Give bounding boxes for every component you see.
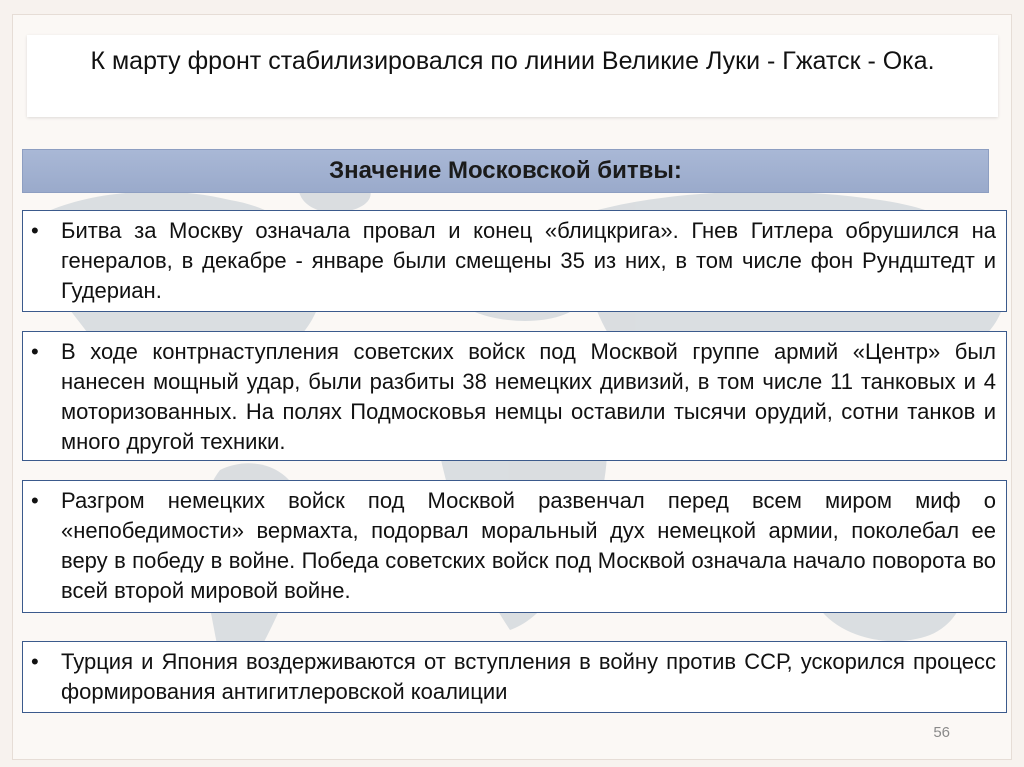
section-heading-text: Значение Московской битвы:	[329, 157, 682, 184]
bullet-point-text: В ходе контрнаступления советских войск под Москвой группе армий «Центр» был нанесен мощный удар, были разбиты 38 немецких дивизий, в том числе 11 танковых и 4 моторизованных. На полях Подмосковья немцы оставили тысячи орудий, сотни танков и много другой техники.	[61, 339, 996, 454]
bullet-icon: •	[31, 218, 39, 243]
bullet-point-text: Битва за Москву означала провал и конец «блицкрига». Гнев Гитлера обрушился на генералов, в декабре - январе были смещены 35 из них, в том числе фон Рундштедт и Гудериан.	[61, 218, 996, 303]
bullet-point-box	[22, 210, 1007, 312]
section-heading	[22, 149, 989, 193]
bullet-point-text: Разгром немецких войск под Москвой развенчал перед всем миром миф о «непобедимости» вермахта, подорвал моральный дух немецкой армии, поколебал ее веру в победу в войне. Победа советских войск под Москвой означала начало поворота во всей второй мировой войне.	[61, 488, 996, 603]
bullet-icon: •	[31, 339, 39, 364]
bullet-point-box	[22, 480, 1007, 613]
bullet-icon: •	[31, 488, 39, 513]
top-summary-text: К марту фронт стабилизировался по линии Великие Луки - Гжатск - Ока.	[90, 47, 935, 75]
top-summary-box	[27, 35, 998, 117]
bullet-point-text: Турция и Япония воздерживаются от вступления в войну против ССР, ускорился процесс формирования антигитлеровской коалиции	[61, 649, 996, 704]
bullet-point-box	[22, 331, 1007, 461]
page-number: 56	[933, 724, 950, 741]
bullet-point-box	[22, 641, 1007, 713]
bullet-icon: •	[31, 649, 39, 674]
